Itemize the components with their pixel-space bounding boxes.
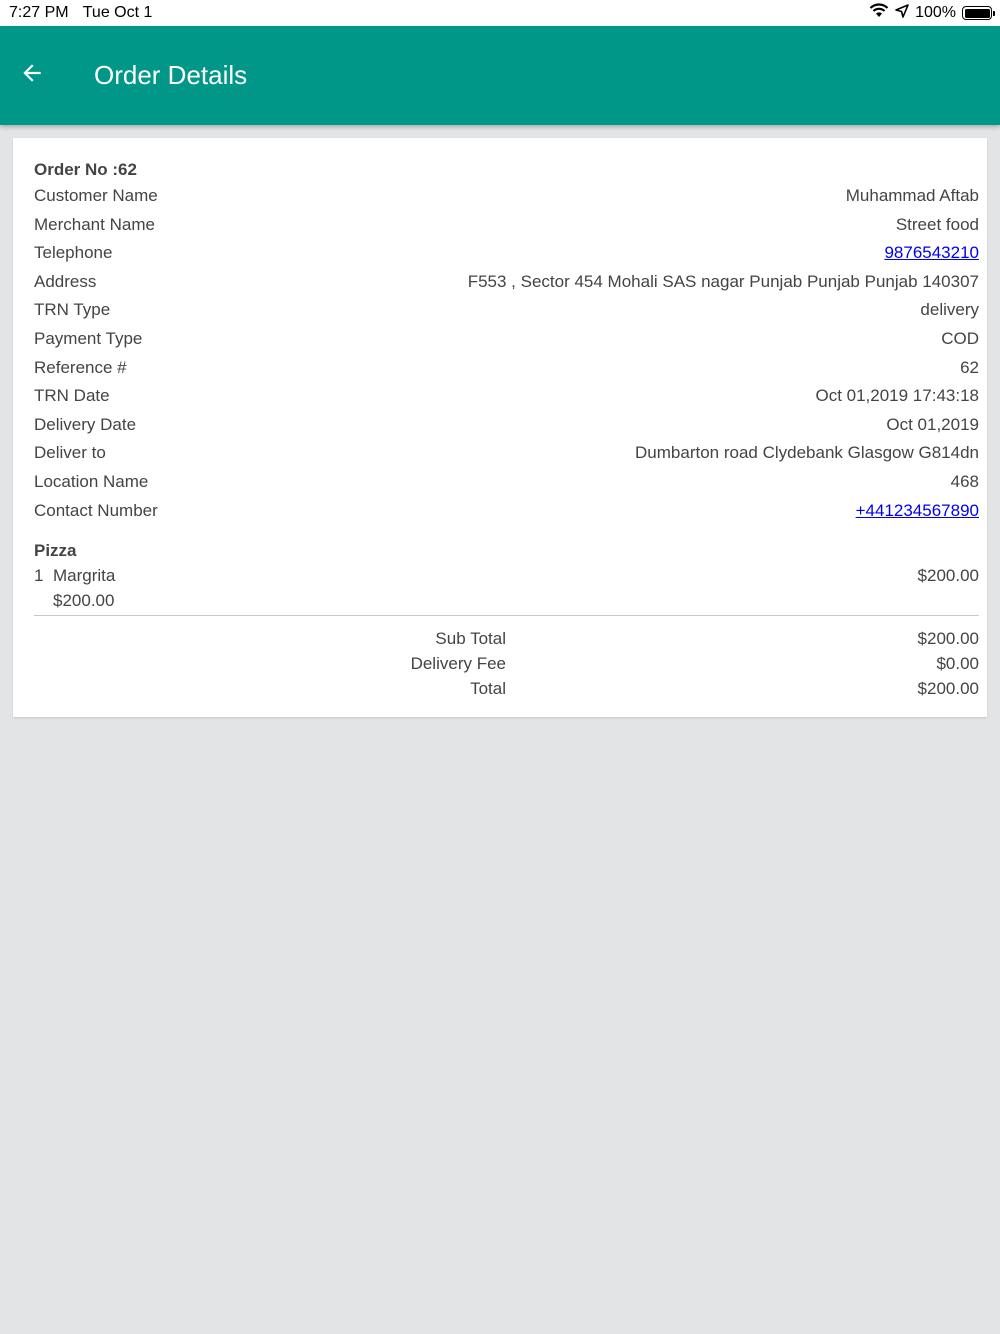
subtotal-label: Sub Total [435, 629, 506, 649]
battery-percent: 100% [915, 4, 956, 21]
detail-row [34, 268, 979, 297]
item-unit-price: $200.00 [53, 591, 115, 611]
wifi-icon [869, 3, 889, 23]
detail-label: Address [34, 271, 97, 291]
total-value: $200.00 [917, 679, 979, 699]
detail-label: Location Name [34, 471, 149, 491]
status-time: 7:27 PM [9, 4, 69, 21]
page-title: Order Details [94, 60, 248, 90]
status-bar [0, 0, 1000, 26]
detail-label: Customer Name [34, 186, 158, 205]
total-row [34, 676, 979, 701]
detail-row [34, 354, 979, 383]
payment-type-value: COD [941, 328, 979, 348]
item-name: Margrita [53, 566, 116, 586]
detail-row [34, 211, 979, 240]
detail-label: Payment Type [34, 328, 143, 348]
merchant-name-value: Street food [895, 214, 979, 234]
address-value: F553 , Sector 454 Mohali SAS nagar Punjab Punjab Punjab 140307 [467, 271, 979, 291]
battery-icon [962, 6, 992, 20]
delivery-date-value: Oct 01,2019 [886, 414, 979, 434]
detail-row [34, 296, 979, 325]
item-quantity: 1 [34, 566, 44, 586]
items-section-title: Pizza [34, 541, 77, 561]
location-arrow-icon [895, 4, 909, 23]
back-button[interactable] [0, 44, 64, 108]
detail-row [34, 182, 979, 211]
detail-label: Contact Number [34, 500, 158, 520]
delivery-fee-label: Delivery Fee [410, 654, 506, 674]
telephone-link[interactable]: 9876543210 [884, 243, 979, 263]
detail-row [34, 468, 979, 497]
customer-name-value: Muhammad Aftab [845, 186, 979, 205]
detail-row [34, 411, 979, 440]
detail-row [34, 325, 979, 354]
list-item [34, 563, 979, 588]
order-number: Order No :62 [34, 160, 137, 179]
detail-label: TRN Date [34, 386, 110, 406]
detail-row [34, 239, 979, 268]
status-right [869, 3, 992, 23]
detail-label: Deliver to [34, 443, 106, 463]
detail-label: Merchant Name [34, 214, 155, 234]
detail-label: Reference # [34, 357, 127, 377]
detail-label: Delivery Date [34, 414, 137, 434]
contact-number-link[interactable]: +441234567890 [855, 500, 979, 520]
order-card [13, 138, 987, 717]
detail-row [34, 439, 979, 468]
reference-value: 62 [960, 357, 979, 377]
trn-type-value: delivery [920, 300, 979, 320]
detail-label: TRN Type [34, 300, 111, 320]
trn-date-value: Oct 01,2019 17:43:18 [815, 386, 979, 406]
item-price: $200.00 [917, 566, 979, 586]
location-name-value: 468 [950, 471, 979, 491]
status-left [9, 4, 162, 22]
subtotal-value: $200.00 [917, 629, 979, 649]
detail-label: Telephone [34, 243, 113, 263]
subtotal-row [34, 626, 979, 651]
delivery-fee-row [34, 651, 979, 676]
divider [34, 615, 979, 616]
delivery-fee-value: $0.00 [936, 654, 979, 674]
deliver-to-value: Dumbarton road Clydebank Glasgow G814dn [635, 443, 979, 463]
item-description [34, 563, 115, 588]
app-bar [0, 26, 1000, 125]
detail-row [34, 382, 979, 411]
status-date: Tue Oct 1 [82, 4, 153, 21]
detail-row [34, 497, 979, 526]
arrow-left-icon [19, 60, 45, 91]
total-label: Total [470, 679, 506, 699]
